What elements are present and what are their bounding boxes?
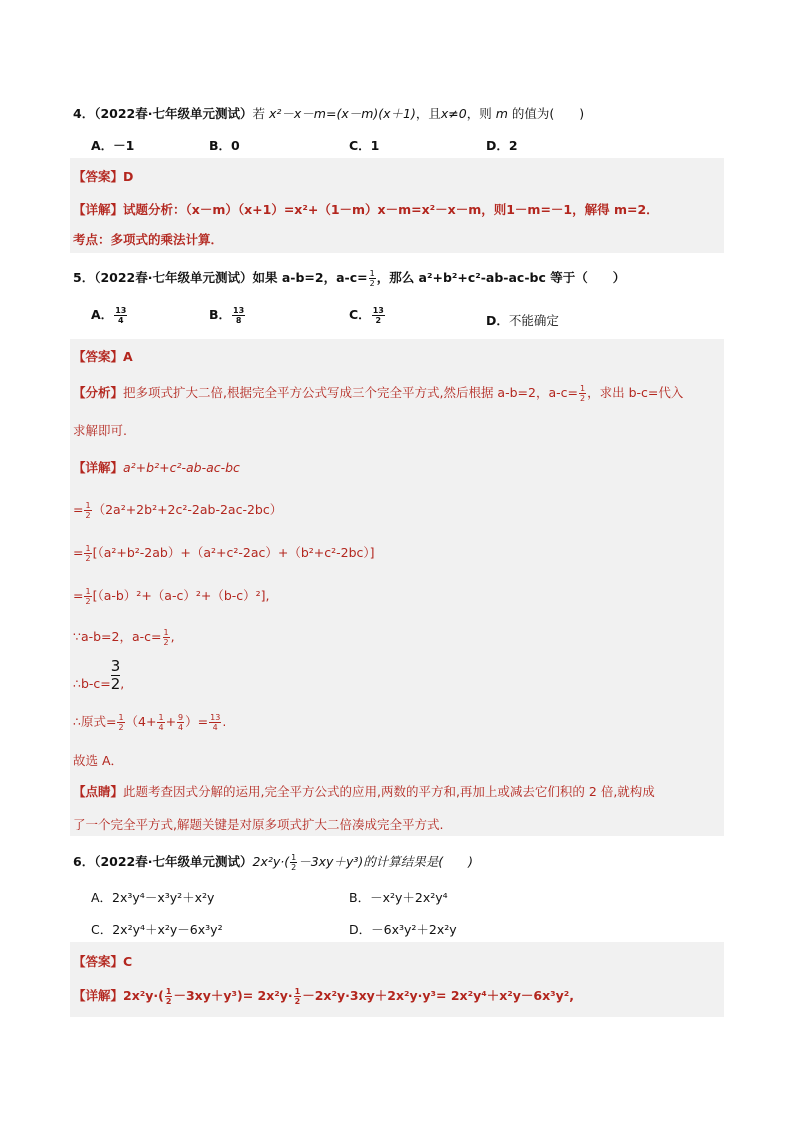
- q5-because: ∵a-b=2，a-c= $\frac{1}{2}$ ,: [73, 628, 175, 647]
- q4-option-b: B．0: [209, 138, 240, 153]
- q5-analysis-line2: 求解即可.: [73, 423, 127, 438]
- q5-analysis: 【分析】把多项式扩大二倍,根据完全平方公式写成三个完全平方式,然后根据 a-b=2，a-c= $\frac{1}{2}$ ，求出 b-c=代入: [73, 384, 684, 403]
- q5-dianjing-line2: 了一个完全平方式,解题关键是对原多项式扩大二倍凑成完全平方式.: [73, 817, 444, 832]
- q4-kaodian: 考点：多项式的乘法计算．: [73, 232, 224, 247]
- q5-option-d: D．不能确定: [486, 313, 559, 328]
- q5-option-a: A． $\frac{13}{4}$: [91, 306, 127, 325]
- q4-number: 4．: [73, 106, 95, 121]
- q5-option-c: C． $\frac{13}{2}$: [349, 306, 384, 325]
- q4-equation: x²－x－m=(x－m)(x＋1): [269, 106, 416, 121]
- q5-therefore-bc: ∴b-c= $\frac{3}{2}$ ,: [73, 657, 125, 693]
- q5-step3: = $\frac{1}{2}$ [（a-b）²+（a-c）²+（b-c）²],: [73, 587, 270, 606]
- q5-dianjing: 【点睛】此题考查因式分解的运用,完全平方公式的应用,两数的平方和,再加上或减去它们积的 2 倍,就构成: [73, 784, 655, 799]
- q5-detail-title: 【详解】a²+b²+c²-ab-ac-bc: [73, 460, 240, 475]
- q4-source: （2022春·七年级单元测试）: [94, 106, 253, 121]
- q4-option-d: D．2: [486, 138, 518, 153]
- q6-option-c: C．2x²y⁴＋x²y－6x³y²: [91, 922, 223, 937]
- q4-answer: 【答案】D: [73, 169, 134, 184]
- q6-stem: 6．（2022春·七年级单元测试）2x²y·( $\frac{1}{2}$ －3xy＋y³)的计算结果是( ): [73, 853, 473, 872]
- q6-option-b: B．－x²y＋2x²y⁴: [349, 890, 448, 905]
- q5-answer: 【答案】A: [73, 349, 133, 364]
- q4-option-c: C．1: [349, 138, 380, 153]
- q6-option-a: A．2x³y⁴－x³y²＋x²y: [91, 890, 215, 905]
- q5-step1: = $\frac{1}{2}$ （2a²+2b²+2c²-2ab-2ac-2bc）: [73, 501, 283, 520]
- q5-result: ∴原式= $\frac{1}{2}$ （4+ $\frac{1}{4}$ + $\frac{9}{4}$ ）= $\frac{13}{4}$ .: [73, 713, 227, 732]
- q6-answer: 【答案】C: [73, 954, 133, 969]
- q5-step2: = $\frac{1}{2}$ [（a²+b²-2ab）+（a²+c²-2ac）+（b²+c²-2bc）]: [73, 544, 375, 563]
- q5-choose: 故选 A．: [73, 753, 124, 768]
- q6-detail: 【详解】2x²y·( $\frac{1}{2}$ －3xy＋y³)= 2x²y· $\frac{1}{2}$ －2x²y·3xy＋2x²y·y³= 2x²y⁴＋x²y－6x³y²,: [73, 987, 575, 1006]
- q5-half: $\frac{1}{2}$: [369, 269, 375, 288]
- q4-option-a: A．－1: [91, 138, 135, 153]
- q4-stem: 4．（2022春·七年级单元测试）若 x²－x－m=(x－m)(x＋1)，且x≠0，则 m 的值为( ): [73, 106, 585, 121]
- q4-detail: 【详解】试题分析：（x－m）（x+1）=x²+（1－m）x－m=x²－x－m，则1－m=－1，解得 m=2．: [73, 202, 659, 217]
- q5-option-b: B． $\frac{13}{8}$: [209, 306, 245, 325]
- q5-stem: 5．（2022春·七年级单元测试）如果 a-b=2，a-c= $\frac{1}{2}$ ，那么 a²+b²+c²-ab-ac-bc 等于（ ）: [73, 269, 626, 288]
- q6-option-d: D．－6x³y²＋2x²y: [349, 922, 457, 937]
